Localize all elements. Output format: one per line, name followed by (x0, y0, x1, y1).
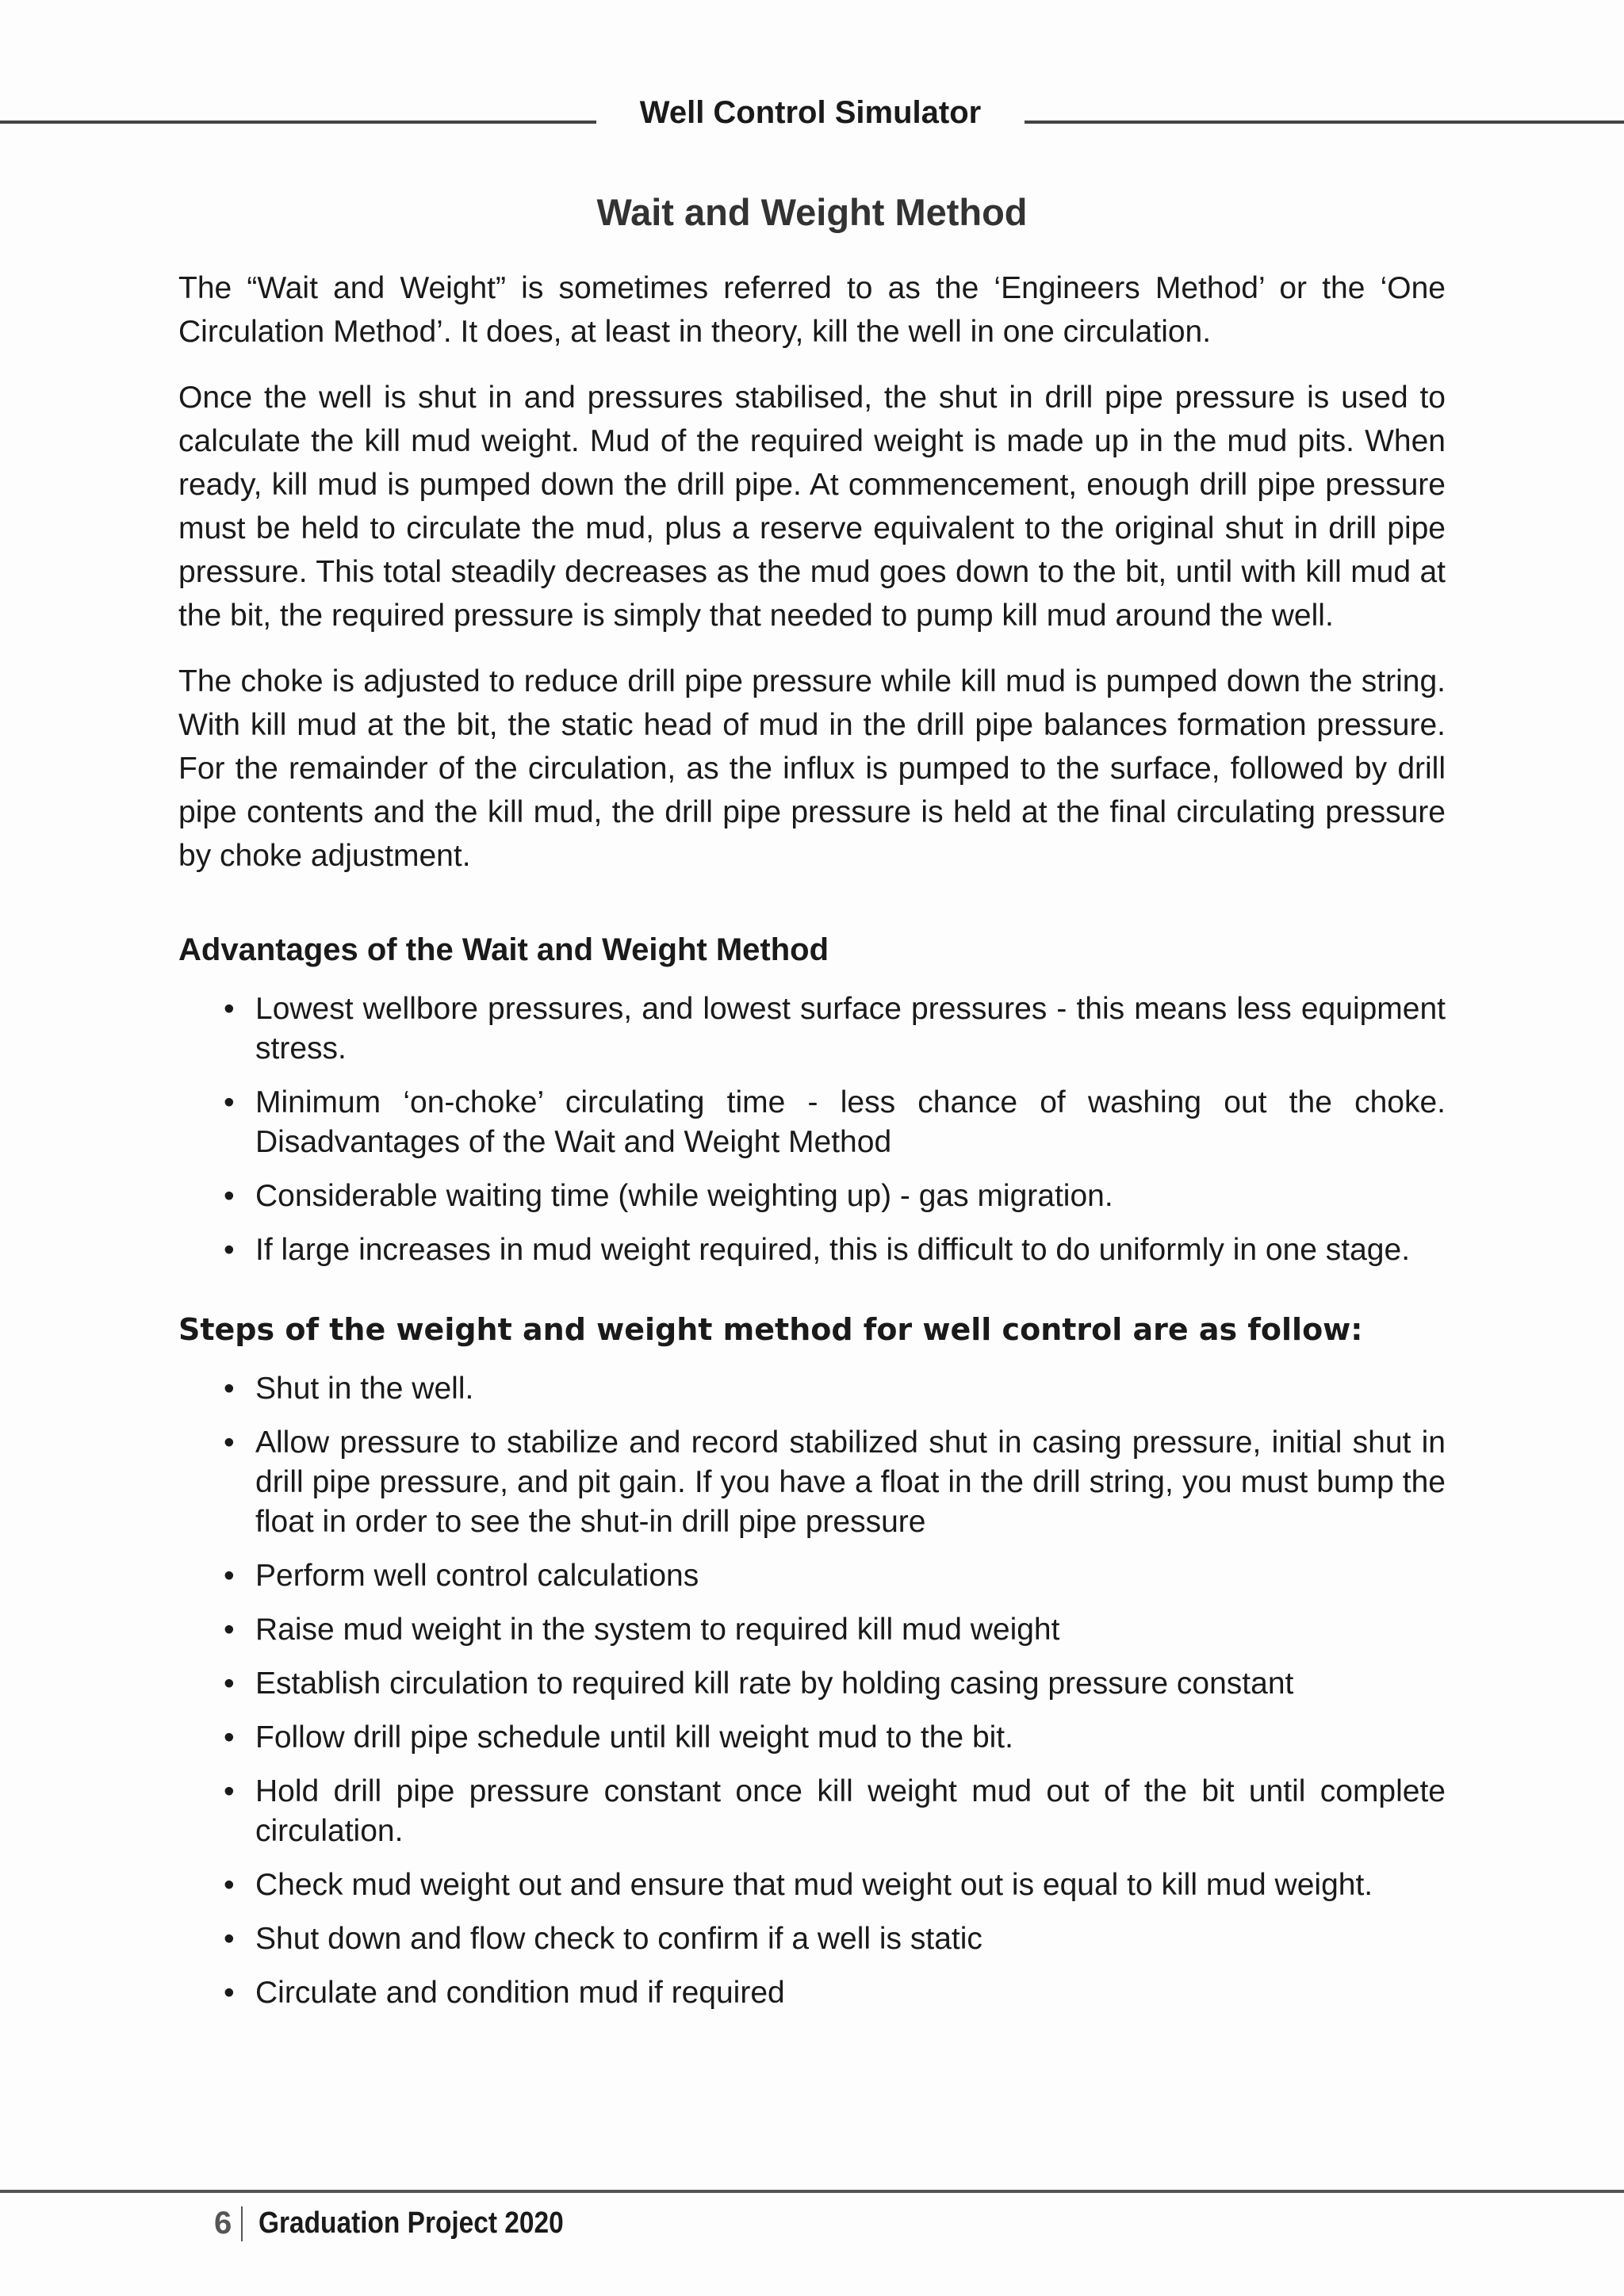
bullet-icon: • (224, 1179, 235, 1213)
header-rule-right (1025, 121, 1624, 124)
page-body (178, 266, 1446, 2027)
bullet-icon: • (224, 1667, 235, 1701)
bullet-icon: • (224, 1976, 235, 2010)
list-item (224, 1230, 1446, 1270)
list-item-text: Minimum ‘on-choke’ circulating time - less chance of washing out the choke. Disadvantages of the Wait and Weight Method (255, 1085, 1446, 1159)
running-title: Well Control Simulator (639, 95, 982, 130)
bullet-icon: • (224, 1774, 235, 1808)
list-item (224, 1083, 1446, 1162)
advantages-list (178, 989, 1446, 1270)
page-number: 6 (214, 2206, 232, 2241)
list-item (224, 1610, 1446, 1650)
list-item (224, 1423, 1446, 1542)
list-item-text: Circulate and condition mud if required (255, 1976, 785, 2010)
footer-title: Graduation Project 2020 (259, 2206, 564, 2240)
bullet-icon: • (224, 992, 235, 1026)
list-item-text: Follow drill pipe schedule until kill weight mud to the bit. (255, 1720, 1013, 1755)
list-item-text: Considerable waiting time (while weighting up) - gas migration. (255, 1179, 1113, 1213)
paragraph: Once the well is shut in and pressures stabilised, the shut in drill pipe pressure is used to calculate the kill mud weight. Mud of the required weight is made up in the mud pits. When ready, kill mud is pumped down the drill pipe. At commencement, enough drill pipe pressure must be held to circulate the mud, plus a reserve equivalent to the original shut in drill pipe pressure. This total steadily decreases as the mud goes down to the bit, until with kill mud at the bit, the required pressure is simply that needed to pump kill mud around the well. (178, 381, 1446, 633)
list-item (224, 1772, 1446, 1851)
list-item-text: Raise mud weight in the system to required kill mud weight (255, 1613, 1060, 1647)
paragraph: The “Wait and Weight” is sometimes referred to as the ‘Engineers Method’ or the ‘One Circulation Method’. It does, at least in theory, kill the well in one circulation. (178, 271, 1446, 349)
list-item (224, 1556, 1446, 1596)
bullet-icon: • (224, 1868, 235, 1902)
list-item (224, 1718, 1446, 1758)
list-item (224, 989, 1446, 1069)
bullet-icon: • (224, 1720, 235, 1755)
list-item-text: Allow pressure to stabilize and record stabilized shut in casing pressure, initial shut in drill pipe pressure, and pit gain. If you have a float in the drill string, you must bump the float in order to see the shut-in drill pipe pressure (255, 1425, 1446, 1539)
bullet-icon: • (224, 1372, 235, 1406)
footer-rule (0, 2190, 1624, 2193)
page-footer (214, 2206, 605, 2241)
list-item-text: Shut down and flow check to confirm if a well is static (255, 1922, 982, 1956)
advantages-heading: Advantages of the Wait and Weight Method (178, 932, 829, 967)
list-item (224, 1919, 1446, 1959)
bullet-icon: • (224, 1233, 235, 1267)
bullet-icon: • (224, 1613, 235, 1647)
list-item (224, 1866, 1446, 1905)
list-item-text: Hold drill pipe pressure constant once kill weight mud out of the bit until complete circulation. (255, 1774, 1446, 1848)
bullet-icon: • (224, 1085, 235, 1119)
list-item-text: Perform well control calculations (255, 1559, 699, 1593)
list-item-text: Check mud weight out and ensure that mud weight out is equal to kill mud weight. (255, 1868, 1373, 1902)
bullet-icon: • (224, 1559, 235, 1593)
list-item (224, 1369, 1446, 1409)
list-item-text: Shut in the well. (255, 1372, 474, 1406)
list-item-text: If large increases in mud weight required, this is difficult to do uniformly in one stage. (255, 1233, 1411, 1267)
bullet-icon: • (224, 1922, 235, 1956)
steps-heading: Steps of the weight and weight method for well control are as follow: (178, 1312, 1363, 1347)
header-rule-left (0, 121, 596, 124)
list-item (224, 1664, 1446, 1704)
list-item (224, 1973, 1446, 2013)
list-item-text: Lowest wellbore pressures, and lowest surface pressures - this means less equipment stress. (255, 992, 1446, 1066)
steps-list (178, 1369, 1446, 2013)
section-title: Wait and Weight Method (596, 191, 1028, 233)
paragraph: The choke is adjusted to reduce drill pipe pressure while kill mud is pumped down the string. With kill mud at the bit, the static head of mud in the drill pipe balances formation pressure. For the remainder of the circulation, as the influx is pumped to the surface, followed by drill pipe contents and the kill mud, the drill pipe pressure is held at the final circulating pressure by choke adjustment. (178, 664, 1446, 873)
list-item-text: Establish circulation to required kill rate by holding casing pressure constant (255, 1667, 1294, 1701)
footer-separator (241, 2206, 243, 2241)
list-item (224, 1177, 1446, 1216)
bullet-icon: • (224, 1425, 235, 1460)
